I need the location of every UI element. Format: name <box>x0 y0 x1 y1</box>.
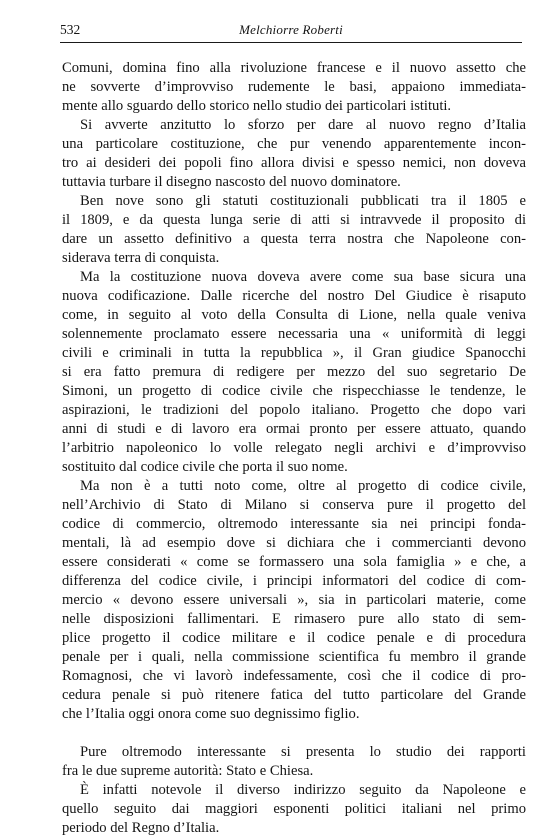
text-line: una particolare costituzione, che pur venendo apparentemente incon- <box>62 136 526 152</box>
text-line: Ma la costituzione nuova doveva avere come sua base sicura una <box>80 269 526 285</box>
text-line: aspirazioni, le tradizioni del popolo italiano. Progetto che dopo vari <box>62 402 526 418</box>
text-line: Simoni, un progetto di codice civile che rispecchiasse le tendenze, le <box>62 383 526 399</box>
text-line: Si avverte anzitutto lo sforzo per dare al nuovo regno d’Italia <box>80 117 526 133</box>
text-line: civili e criminali in tutta la repubblica », il Gran giudice Spanocchi <box>62 345 526 361</box>
text-line: l’arbitrio napoleonico lo volle relegato negli archivi e d’improvviso <box>62 440 526 456</box>
paragraph <box>62 192 526 268</box>
text-line: il 1809, e da questa lunga serie di atti si intravvede il proposito di <box>62 212 526 228</box>
text-line: tuttavia turbare il disegno nascosto del nuovo dominatore. <box>62 174 401 190</box>
text-line: differenza del codice civile, i principi informatori del codice di com- <box>62 573 526 589</box>
text-line: Romagnosi, che vi lavorò indefessamente, così che il codice di pro- <box>62 668 526 684</box>
paragraph <box>62 781 526 838</box>
text-line: periodo del Regno d’Italia. <box>62 820 220 836</box>
text-line: Ben nove sono gli statuti costituzionali pubblicati tra il 1805 e <box>80 193 526 209</box>
paragraph <box>62 477 526 724</box>
text-line: come, in seguito al voto della Consulta di Lione, nella quale veniva <box>62 307 526 323</box>
text-line: plice progetto il codice militare e il codice penale e di procedura <box>62 630 526 646</box>
text-line: anni di studi e di lavoro era ormai pronto per essere attuato, quando <box>62 421 526 437</box>
running-head: Melchiorre Roberti <box>239 22 343 37</box>
text-line: fra le due supreme autorità: Stato e Chiesa. <box>62 763 314 779</box>
body-text <box>62 59 526 838</box>
text-line: mente allo sguardo dello storico nello studio dei particolari istituti. <box>62 98 452 114</box>
text-line: mercio « devono essere universali », sia in particolari materie, come <box>62 592 526 608</box>
page-number: 532 <box>60 22 81 37</box>
paragraph <box>62 59 526 116</box>
text-line: si era fatto premura di redigere per mezzo del suo segretario De <box>62 364 526 380</box>
paragraph <box>62 116 526 192</box>
text-line: nuova codificazione. Dalle ricerche del nostro Del Giudice è risaputo <box>62 288 526 304</box>
text-line: Ma non è a tutti noto come, oltre al progetto di codice civile, <box>80 478 526 494</box>
text-line: siderava terra di conquista. <box>62 250 220 266</box>
paragraph <box>62 743 526 781</box>
paragraph <box>62 268 526 477</box>
page-header <box>60 22 522 43</box>
section-gap <box>62 724 526 743</box>
text-line: Comuni, domina fino alla rivoluzione francese e il nuovo assetto che <box>62 60 526 76</box>
text-line: È infatti notevole il diverso indirizzo seguito da Napoleone e <box>80 782 526 798</box>
text-line: quello seguito dai maggiori esponenti politici italiani nel primo <box>62 801 526 817</box>
text-line: che l’Italia oggi onora come suo degnissimo figlio. <box>62 706 360 722</box>
text-line: nelle disposizioni fallimentari. E rimasero pure allo stato di sem- <box>62 611 526 627</box>
text-line: ne sovverte d’improvviso rudemente le basi, appaiono immediata- <box>62 79 526 95</box>
text-line: sostituito dal codice civile che porta il suo nome. <box>62 459 348 475</box>
text-line: tro ai desideri dei popoli fino allora divisi e spesso nemici, non doveva <box>62 155 526 171</box>
text-line: nell’Archivio di Stato di Milano si conserva pure il progetto del <box>62 497 526 513</box>
text-line: penale per i quali, nella commissione scientifica fu membro il grande <box>62 649 526 665</box>
text-line: solennemente proclamato essere necessaria una « uniformità di leggi <box>62 326 526 342</box>
text-line: codice di commercio, oltremodo interessante sia nei principi fonda- <box>62 516 526 532</box>
text-line: Pure oltremodo interessante si presenta lo studio dei rapporti <box>80 744 526 760</box>
text-line: cedura penale si può ritenere fatica del tutto particolare del Grande <box>62 687 526 703</box>
text-line: essere considerati « come se formassero una sola famiglia » e che, a <box>62 554 526 570</box>
text-line: dare un assetto definitivo a questa terra nostra che Napoleone con- <box>62 231 526 247</box>
text-line: mentali, là ad esempio dove si dichiara che i commercianti devono <box>62 535 526 551</box>
